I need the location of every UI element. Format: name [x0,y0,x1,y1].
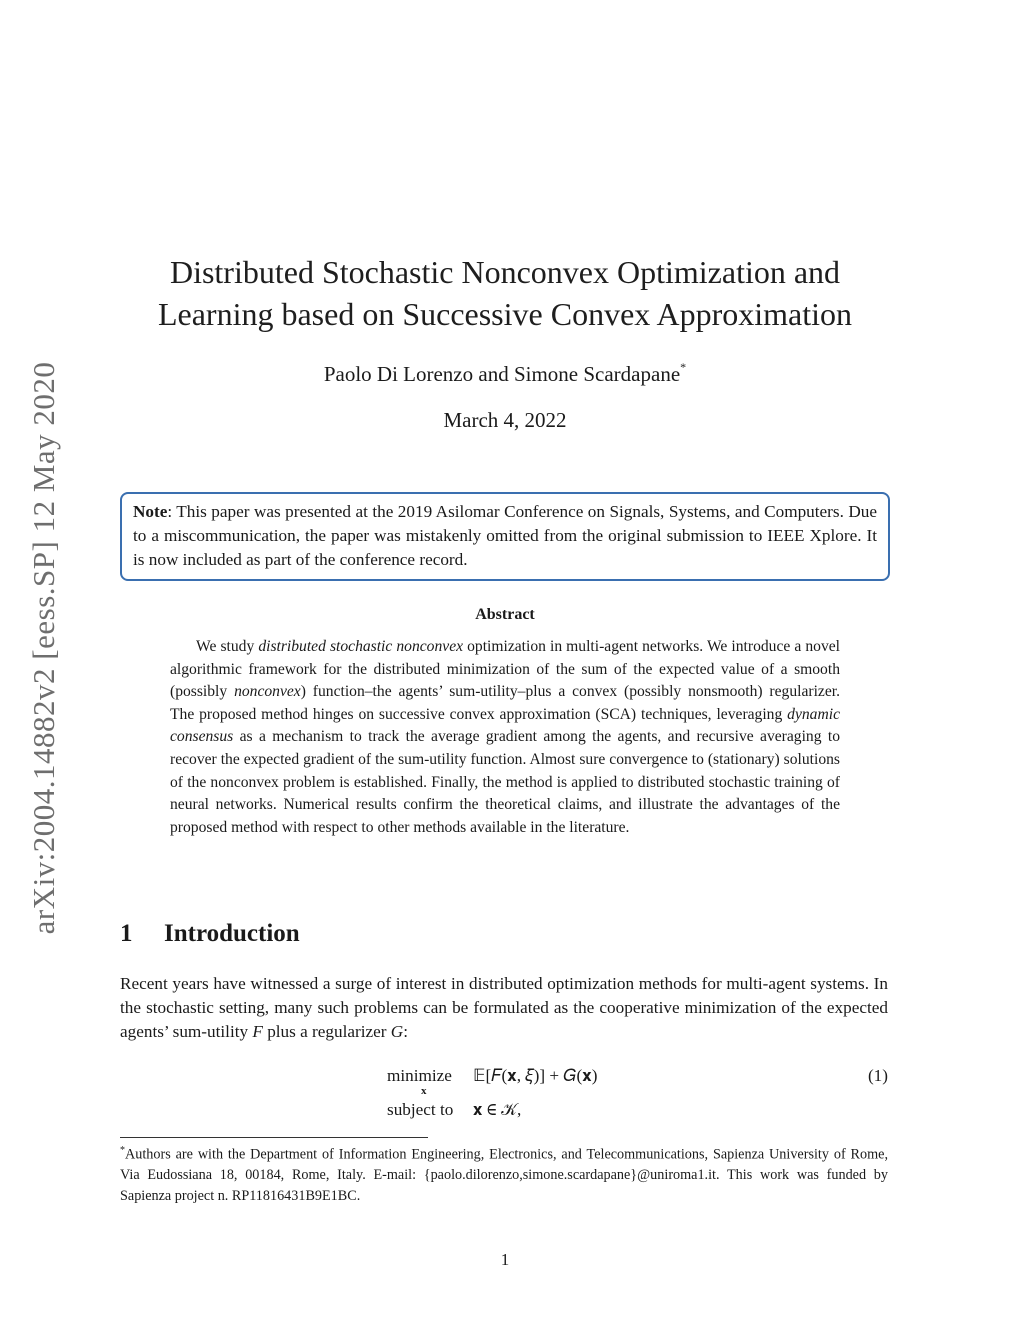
symbol-F: F [252,1022,263,1041]
abstract-part-1: We study [196,638,259,655]
abstract-part-3: ) function–the agents’ sum-utility–plus a convex (possibly nonsmooth) regularizer. The proposed method hinges on successive convex approximation (SCA) techniques, leveraging [170,683,840,723]
conference-note-box [120,492,890,581]
eq-minimize-variable: x [421,1085,427,1097]
footnote-divider [120,1137,428,1138]
abstract-part-4: as a mechanism to track the average gradient among the agents, and recursive averaging to recover the expected gradient of the sum-utility function. Almost sure convergence to (stationary) solutions of the nonconvex problem is established. Finally, the method is applied to distributed stochastic training of neural networks. Numerical results confirm the theoretical claims, and illustrate the advantages of the proposed method with respect to other methods available in the literature. [170,728,840,836]
eq-constraint: 𝐱 ∈ 𝒦, [473,1100,522,1119]
introduction-paragraph [120,972,888,1044]
intro-text-c: : [403,1022,408,1041]
abstract-part-2: optimization in multi-agent networks. We introduce a novel algorithmic framework for the distributed minimization of the sum of the expected value of a smooth (possibly [170,638,840,701]
note-text: : This paper was presented at the 2019 Asilomar Conference on Signals, Systems, and Computers. Due to a miscommunication, the paper was mistakenly omitted from the original submission to IEEE Xplore. It is now included as part of the conference record. [133,502,877,569]
eq-objective: 𝔼[𝐹(𝐱, 𝜉)] + 𝐺(𝐱) [473,1066,598,1085]
author-footnote [120,1141,888,1206]
note-label: Note [133,502,168,521]
section-title: Introduction [164,920,300,947]
footnote-text: Authors are with the Department of Information Engineering, Electronics, and Telecommunications, Sapienza University of Rome, Via Eudossiana 18, 00184, Rome, Italy. E-mail: {paolo.dilorenzo,simone.scardapane}@uniroma1.it. This work was funded by Sapienza project n. RP11816431B9E1BC. [120,1146,888,1204]
section-heading-introduction [120,920,300,948]
abstract-emphasis-2: nonconvex [234,683,301,701]
intro-text-a: Recent years have witnessed a surge of interest in distributed optimization methods for multi-agent systems. In the stochastic setting, many such problems can be formulated as the cooperative minimization of the expected agents’ sum-utility [120,974,888,1041]
eq-number: (1) [867,1066,888,1085]
title-line-2: Learning based on Successive Convex Approximation [157,296,853,332]
paper-date: March 4, 2022 [443,408,567,432]
paper-title [110,251,900,335]
arxiv-identifier: arXiv:2004.14882v2 [eess.SP] 12 May 2020 [26,361,61,935]
intro-text-b: plus a regularizer [262,1022,391,1041]
footnote-mark: * [120,1145,125,1156]
equation-1 [120,1062,888,1126]
eq-minimize-label: minimize [387,1066,452,1085]
authors-text: Paolo Di Lorenzo and Simone Scardapane [323,362,681,386]
section-number: 1 [120,920,133,947]
author-footnote-mark: * [680,360,687,374]
title-line-1: Distributed Stochastic Nonconvex Optimization and [169,254,841,290]
abstract-emphasis-1: distributed stochastic nonconvex [258,638,464,655]
page-number: 1 [500,1250,510,1269]
symbol-G: G [390,1022,404,1041]
abstract-emphasis-3: dynamic consensus [170,705,840,746]
author-list [110,362,900,387]
abstract-heading: Abstract [475,606,535,623]
abstract-text [170,636,840,839]
eq-subject-to-label: subject to [387,1100,454,1119]
